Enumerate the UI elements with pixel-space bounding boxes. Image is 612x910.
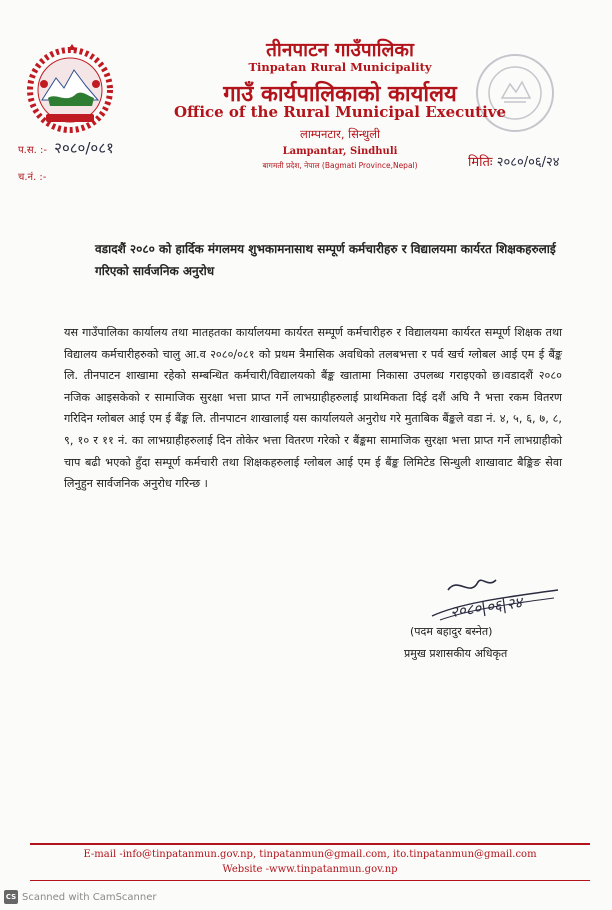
signatory-title: प्रमुख प्रशासकीय अधिकृत	[404, 647, 508, 660]
camscanner-watermark	[4, 890, 157, 904]
nepal-emblem-icon	[22, 40, 118, 136]
date-label: मितिः	[468, 155, 493, 170]
address-nepali: लाम्पनटार, सिन्धुली	[300, 127, 380, 141]
letter-subject: वडादशैं २०८० को हार्दिक मंगलमय शुभकामनासाथ सम्पूर्ण कर्मचारीहरु र विद्यालयमा कार्यरत शिक्षकहरुलाई गरिएको सार्वजनिक अनुरोध	[95, 242, 556, 278]
municipality-name-nepali: तीनपाटन गाउँपालिका	[266, 39, 414, 61]
ps-label: प.स. :-	[18, 145, 47, 156]
reference-number	[18, 138, 114, 158]
camscanner-logo-icon: CS	[4, 890, 18, 904]
handwritten-signature	[418, 568, 568, 624]
address-english: Lampantar, Sindhuli	[282, 146, 398, 157]
dispatch-number	[18, 166, 50, 184]
date-value: २०८०/०६/२४	[496, 155, 560, 170]
office-name-nepali: गाउँ कार्यपालिकाको कार्यालय	[223, 82, 457, 107]
municipality-name-english: Tinpatan Rural Municipality	[248, 60, 432, 74]
province-line: बागमती प्रदेश, नेपाल (Bagmati Province,Nepal)	[262, 161, 418, 170]
camscanner-text: Scanned with CamScanner	[22, 891, 157, 903]
svg-text:२०८०|०६|२४: २०८०|०६|२४	[448, 593, 524, 622]
ps-value: २०८०/०८१	[54, 139, 114, 157]
letter-date	[468, 152, 560, 170]
cn-label: च.नं. :-	[18, 172, 47, 183]
footer-divider	[30, 843, 590, 845]
footer-divider-bottom	[30, 880, 590, 881]
footer-website: Website -www.tinpatanmun.gov.np	[222, 864, 398, 875]
office-name-english: Office of the Rural Municipal Executive	[173, 103, 507, 121]
letter-body: यस गाउँपालिका कार्यालय तथा मातहतका कार्यालयमा कार्यरत सम्पूर्ण कर्मचारीहरु र विद्यालयमा कार्यरत सम्पूर्ण शिक्षक तथा विद्यालय कर्मचारीहरुको चालु आ.व २०८०/०८१ को प्रथम त्रैमासिक अवधिको तलबभत्ता र पर्व खर्च ग्लोबल आई एम ई बैंङ्क लि. तीनपाटन शाखामा रहेको सम्बन्धित कर्मचारी/विद्यालयको बैंङ्क खातामा निकासा उपलब्ध गराइएको छ।वडादशैं २०८० नजिक आइसकेको र सामाजिक सुरक्षा भत्ता प्राप्त गर्ने लाभग्राहीहरुलाई प्राथमिकता दिई दशैं अघि नै भत्ता रकम वितरण गरिदिन ग्लोबल आई एम ई बैंङ्क लि. तीनपाटन शाखालाई यस कार्यालयले अनुरोध गरे मुताबिक बैंङ्कले वडा नं. ४, ५, ६, ७, ८, ९, १० र ११ नं. का लाभग्राहीहरुलाई दिन तोकेर भत्ता वितरण गरेको र बैंङ्कमा सामाजिक सुरक्षा भत्ता प्राप्त गर्ने लाभग्राहीको चाप बढी भएको हुँदा सम्पूर्ण कर्मचारी तथा शिक्षकहरुलाई ग्लोबल आई एम ई बैंङ्क लिमिटेड सिन्धुली शाखावाट बैङ्किङ सेवा लिनुहुन सार्वजनिक अनुरोध गरिन्छ ।	[64, 326, 562, 491]
footer-email: E-mail -info@tinpatanmun.gov.np, tinpatanmun@gmail.com, ito.tinpatanmun@gmail.com	[83, 849, 537, 860]
signatory-name: (पदम बहादुर बस्नेत)	[410, 625, 493, 638]
